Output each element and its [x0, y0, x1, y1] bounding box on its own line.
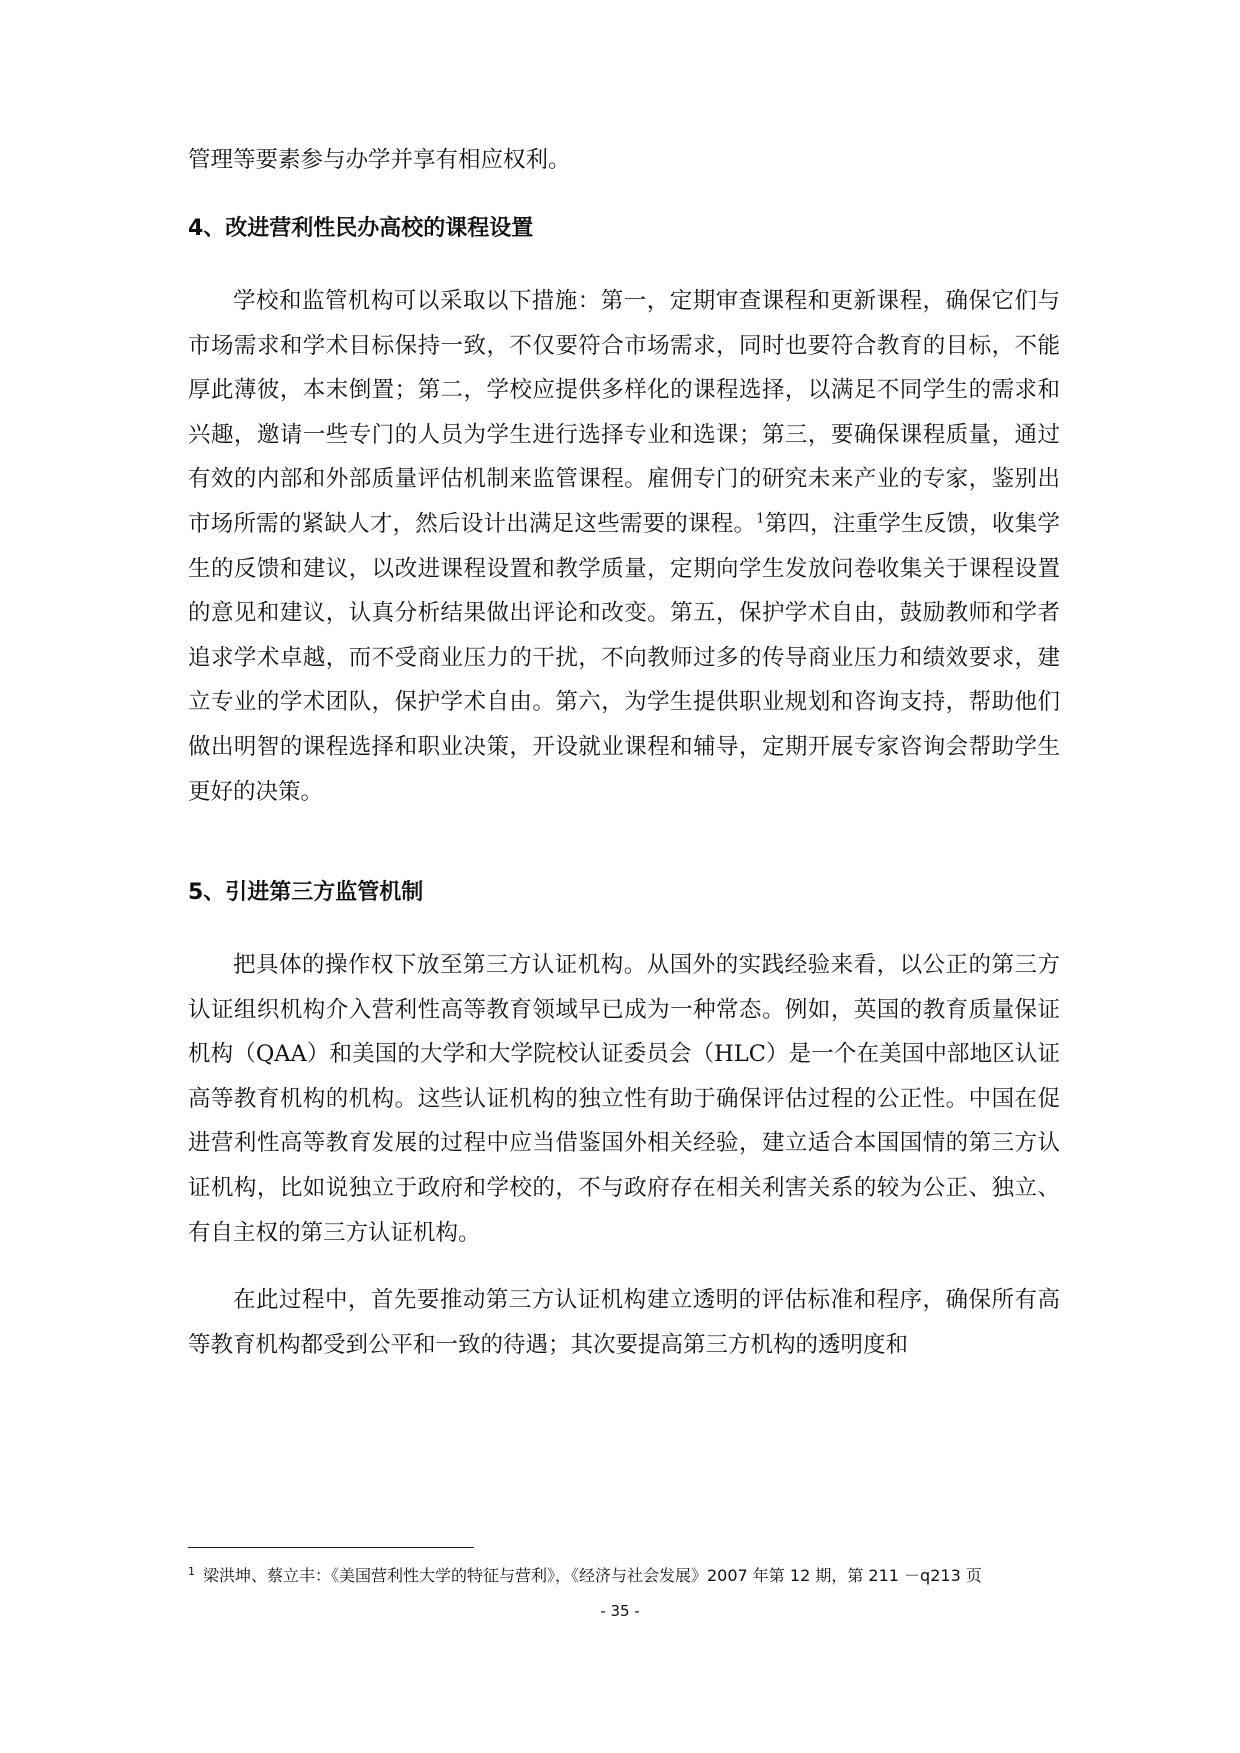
paragraph-curriculum-measures: [188, 279, 1060, 814]
footnote-divider: [188, 1547, 474, 1548]
paragraph-transparency: 在此过程中，首先要推动第三方认证机构建立透明的评估标准和程序，确保所有高等教育机构都受到公平和一致的待遇；其次要提高第三方机构的透明度和: [188, 1287, 1060, 1358]
section-heading-4: 4、改进营利性民办高校的课程设置: [188, 216, 534, 241]
paragraph-continuation: 管理等要素参与办学并享有相应权利。: [188, 147, 571, 173]
footnote-reference[interactable]: 1: [756, 511, 765, 527]
paragraph-third-party-certification: 把具体的操作权下放至第三方认证机构。从国外的实践经验来看，以公正的第三方认证组织机构介入营利性高等教育领域早已成为一种常态。例如，英国的教育质量保证机构（QAA）和美国的大学和大学院校认证委员会（HLC）是一个在美国中部地区认证高等教育机构的机构。这些认证机构的独立性有助于确保评估过程的公正性。中国在促进营利性高等教育发展的过程中应当借鉴国外相关经验，建立适合本国国情的第三方认证机构，比如说独立于政府和学校的，不与政府存在相关利害关系的较为公正、独立、有自主权的第三方认证机构。: [188, 952, 1060, 1246]
footnote-text: 梁洪坤、蔡立丰：《美国营利性大学的特征与营利》，《经济与社会发展》2007 年第 12 期，第 211 －q213 页: [203, 1566, 982, 1585]
section-heading-5: 5、引进第三方监管机制: [188, 880, 424, 905]
footnote: [188, 1562, 1060, 1589]
footnote-mark: 1: [188, 1564, 195, 1578]
paragraph-text: 学校和监管机构可以采取以下措施：第一，定期审查课程和更新课程，确保它们与市场需求和学术目标保持一致，不仅要符合市场需求，同时也要符合教育的目标，不能厚此薄彼，本末倒置；第二，学校应提供多样化的课程选择，以满足不同学生的需求和兴趣，邀请一些专门的人员为学生进行选择专业和选课；第三，要确保课程质量，通过有效的内部和外部质量评估机制来监管课程。雇佣专门的研究未来产业的专家，鉴别出市场所需的紧缺人才，然后设计出满足这些需要的课程。: [188, 288, 1060, 537]
page-number: - 35 -: [600, 1602, 640, 1620]
paragraph-text: 第四，注重学生反馈，收集学生的反馈和建议，以改进课程设置和教学质量，定期向学生发放问卷收集关于课程设置的意见和建议，认真分析结果做出评论和改变。第五，保护学术自由，鼓励教师和学者追求学术卓越，而不受商业压力的干扰，不向教师过多的传导商业压力和绩效要求，建立专业的学术团队，保护学术自由。第六，为学生提供职业规划和咨询支持，帮助他们做出明智的课程选择和职业决策，开设就业课程和辅导，定期开展专家咨询会帮助学生更好的决策。: [188, 510, 1060, 805]
